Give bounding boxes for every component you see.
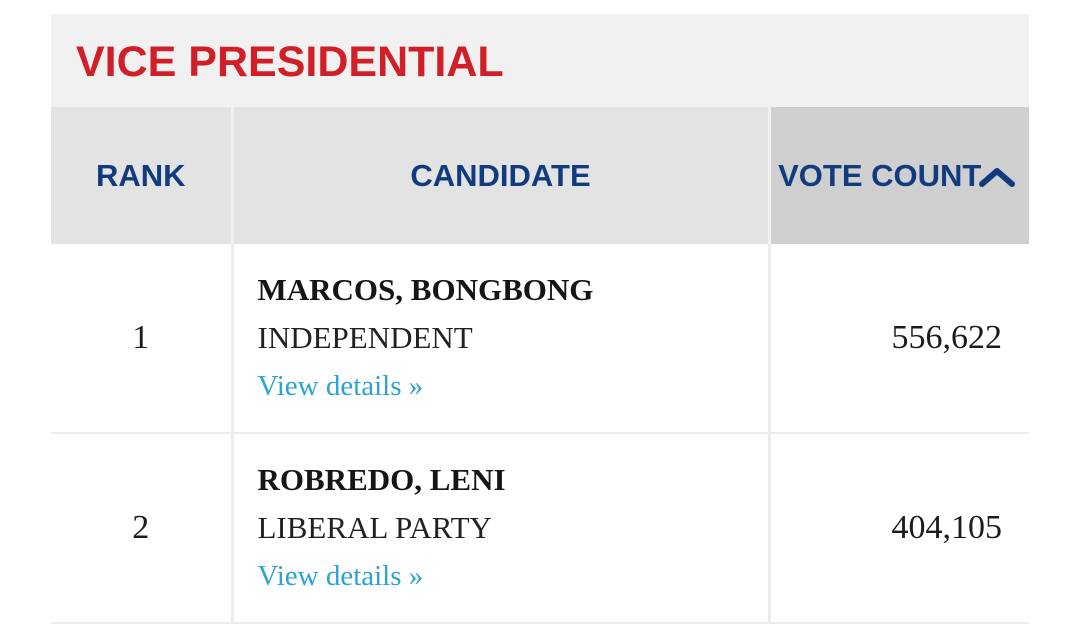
table-header-row [51, 106, 1029, 244]
table-row [51, 433, 1029, 623]
candidate-column-header[interactable]: CANDIDATE [232, 106, 769, 244]
view-details-link[interactable]: View details » [257, 560, 424, 592]
section-title: VICE PRESIDENTIAL [76, 38, 504, 86]
rank-value: 2 [51, 433, 232, 623]
candidate-name: ROBREDO, LENI [257, 462, 506, 497]
vote-count-value: 404,105 [769, 433, 1029, 623]
candidate-party: INDEPENDENT [257, 320, 473, 355]
candidate-party: LIBERAL PARTY [257, 510, 492, 545]
section-header [51, 14, 1029, 105]
view-details-link[interactable]: View details » [257, 370, 424, 402]
rank-value: 1 [51, 244, 232, 433]
results-panel [51, 14, 1029, 637]
candidate-cell [232, 244, 769, 433]
vote-count-column-header[interactable] [769, 106, 1029, 244]
candidate-name: MARCOS, BONGBONG [257, 272, 594, 307]
vote-count-value: 556,622 [769, 244, 1029, 433]
results-table [51, 105, 1029, 624]
vote-count-header-label: VOTE COUNT [778, 157, 982, 193]
candidate-cell [232, 433, 769, 623]
rank-column-header[interactable]: RANK [51, 106, 232, 244]
table-row [51, 244, 1029, 433]
chevron-up-icon[interactable] [979, 165, 1015, 187]
